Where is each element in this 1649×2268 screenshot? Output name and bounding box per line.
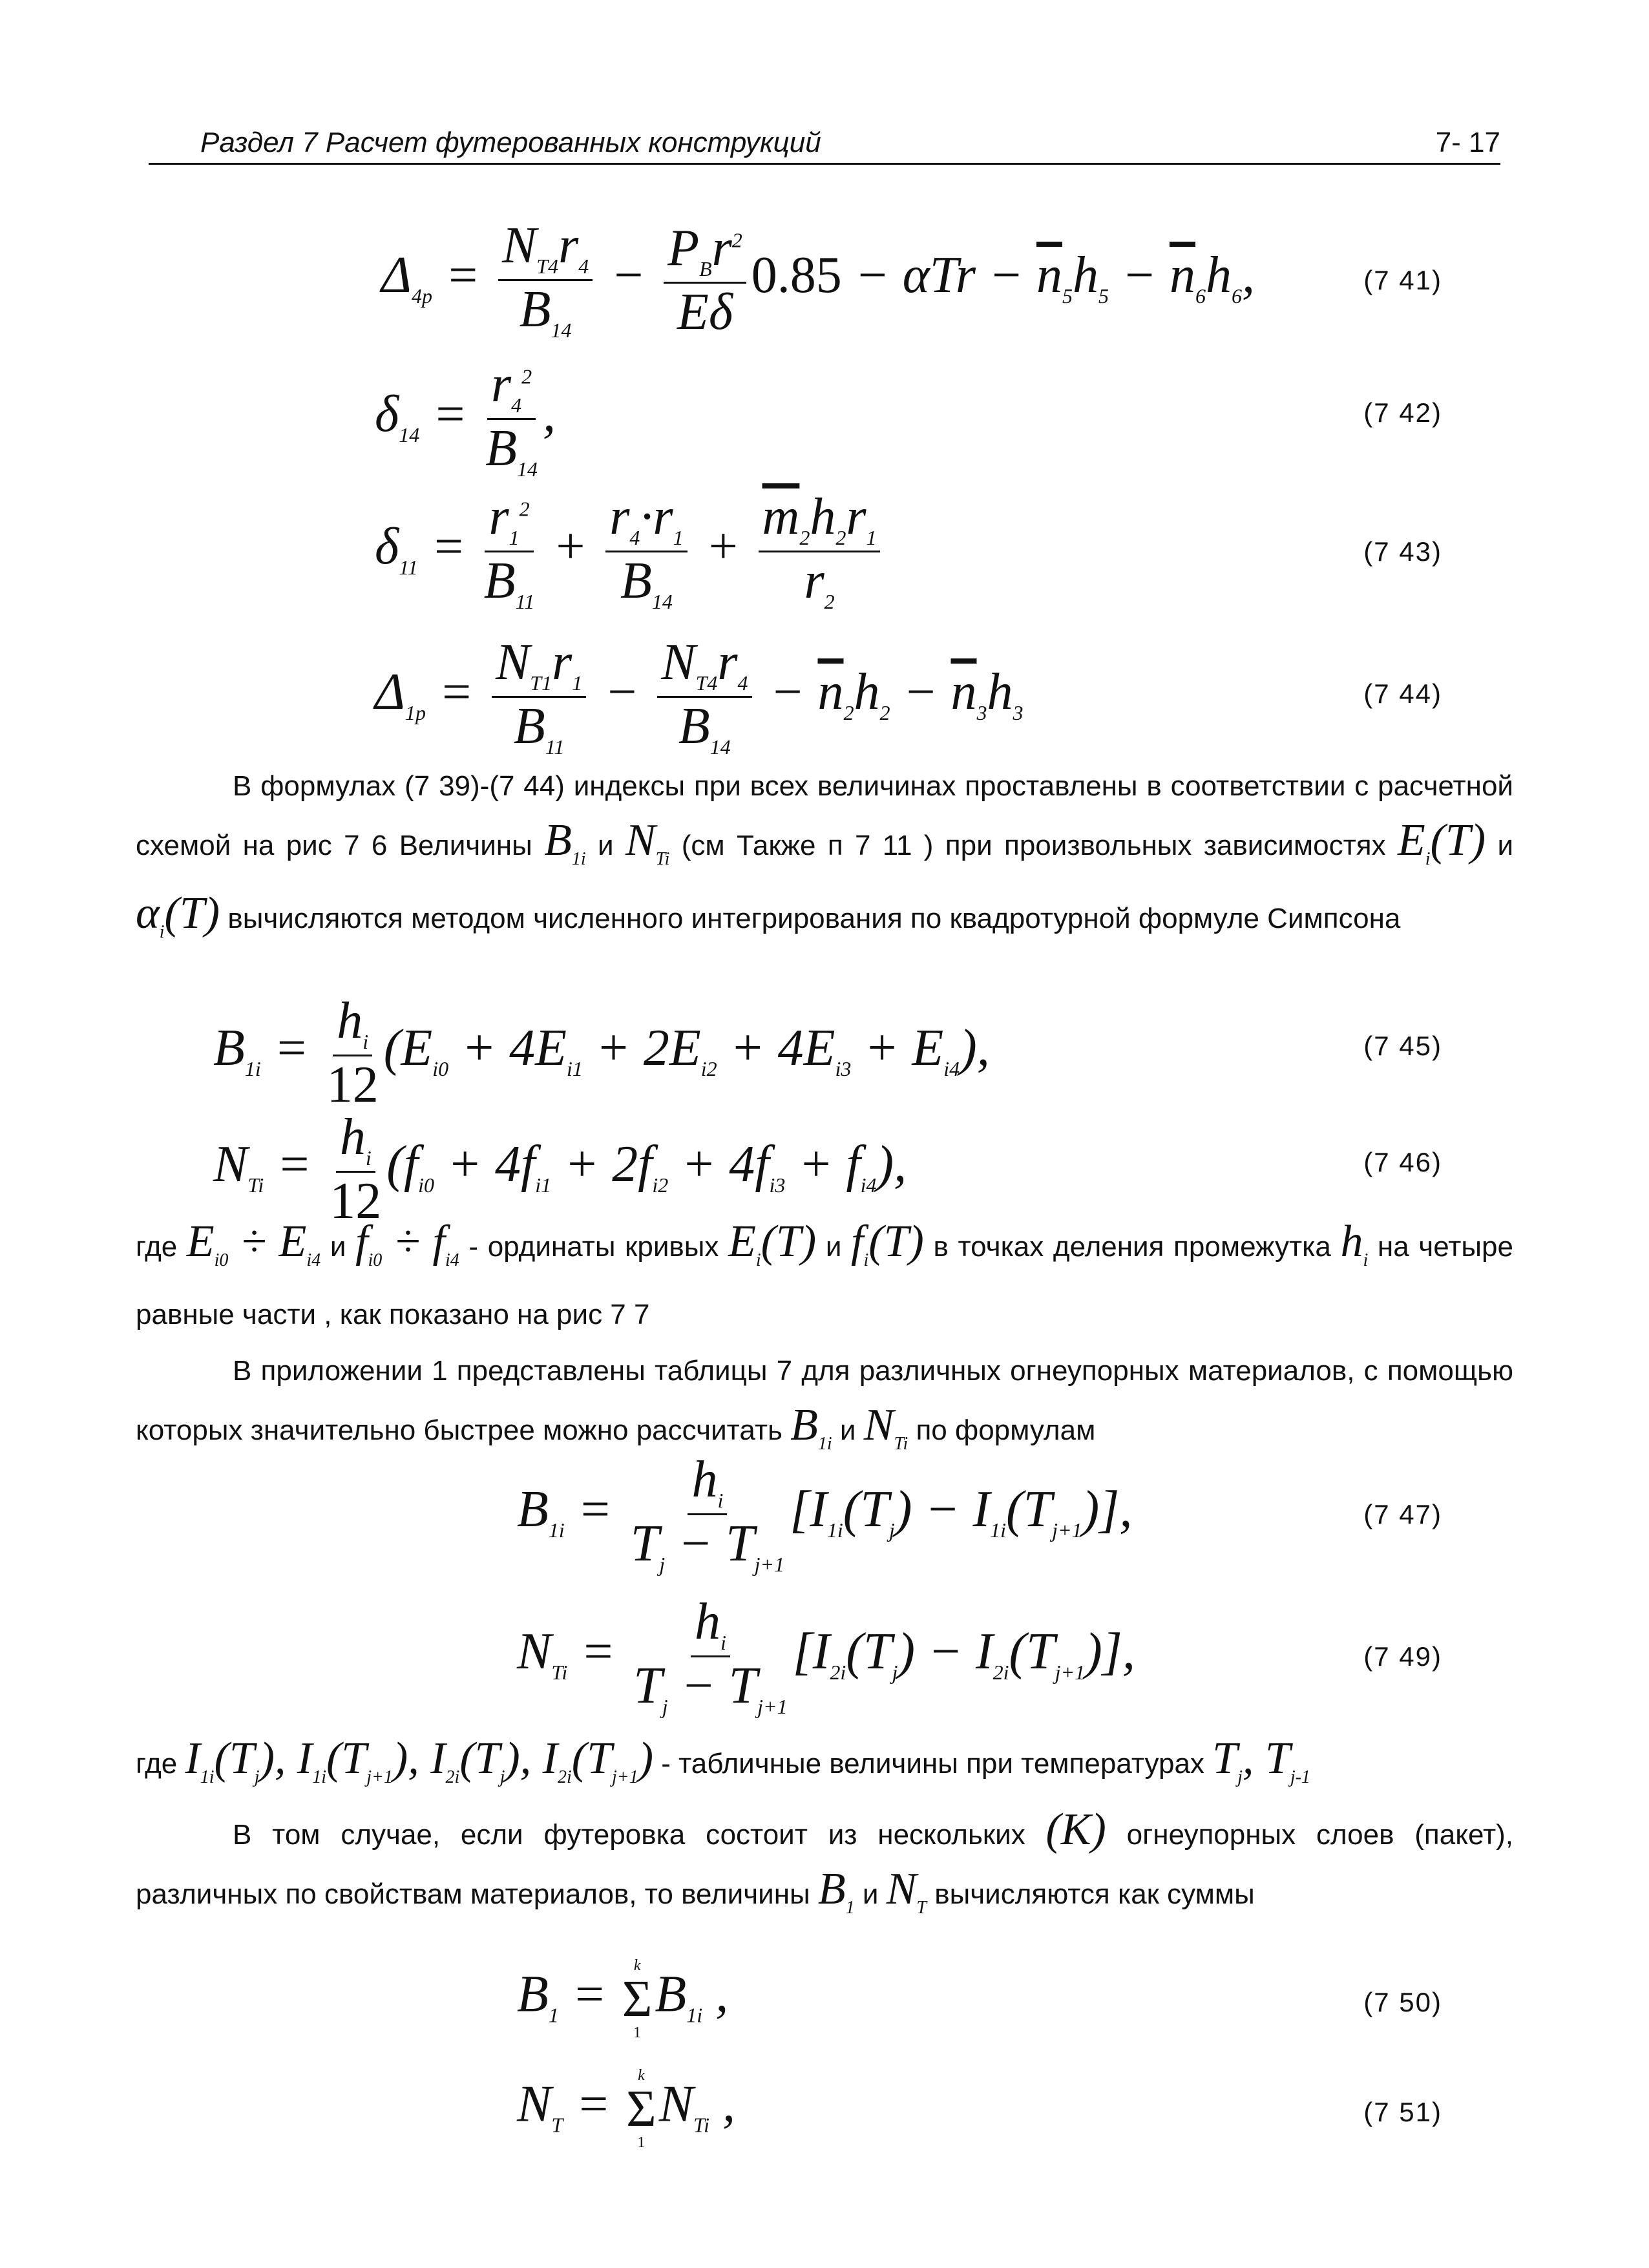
math-inline: $T_j$, $T_{j-1}$ xyxy=(1212,1734,1310,1787)
text: и xyxy=(825,1231,842,1263)
text: и xyxy=(862,1878,879,1910)
text: и xyxy=(597,830,614,861)
math-inline: $E_i(T)$ xyxy=(1397,815,1486,869)
paragraph-2 xyxy=(136,1215,1513,1342)
equation-number: (7 45) xyxy=(1363,1031,1442,1061)
equation-7-42 xyxy=(0,352,1649,481)
equation-number: (7 44) xyxy=(1363,678,1442,709)
text: огнеупорных слоев (пакет), различных по свойствам материалов, то величины xyxy=(136,1819,1513,1910)
equation-7-50 xyxy=(0,1945,1649,2048)
equation-7-41 xyxy=(0,207,1649,342)
text: где xyxy=(136,1231,178,1263)
text: В том случае, если футеровка состоит из нескольких xyxy=(233,1819,1025,1851)
math-inline: $f_i(T)$ xyxy=(851,1217,924,1270)
text: где xyxy=(136,1748,178,1780)
equation-7-46 xyxy=(0,1105,1649,1230)
text: вычисляются как суммы xyxy=(934,1878,1255,1910)
equation-7-49 xyxy=(0,1590,1649,1725)
equation-7-43 xyxy=(0,481,1649,611)
math-inline: $f_{i0} \div f_{i4}$ xyxy=(355,1217,459,1270)
math-inline: $E_{i0} \div E_{i4}$ xyxy=(186,1217,321,1270)
formula: $N_T$ = k Σ 1 $N_{Ti}$ , xyxy=(517,2067,735,2151)
text: В формулах (7 39)-(7 44) индексы при всех величинах проставлены в соответствии с расчетной схемой на рис 7 6 Величины xyxy=(136,770,1513,861)
formula: $N_{Ti}$ = $\frac{h_i}{12}$ $(f_{i0} + 4f_{i1} + 2f_{i2} + 4f_{i3} + f_{i4})$, xyxy=(213,1109,907,1230)
math-inline: $N_{Ti}$ xyxy=(863,1400,909,1454)
math-inline: $N_T$ xyxy=(886,1864,927,1918)
page-header xyxy=(149,116,1500,165)
math-inline: $E_i(T)$ xyxy=(728,1217,817,1270)
formula: $B_1$ = k Σ 1 $B_{1i}$ , xyxy=(517,1957,729,2041)
math-inline: $I_{1i}(T_j)$, $I_{1i}(T_{j+1})$, $I_{2i}(T_j)$, $I_{2i}(T_{j+1})$ xyxy=(185,1734,654,1787)
text: на четыре равные части , как показано на рис 7 7 xyxy=(136,1231,1513,1330)
text: В приложении 1 представлены таблицы 7 для различных огнеупорных материалов, с помощью которых значительно быстрее можно рассчитать xyxy=(136,1355,1513,1446)
text: и xyxy=(839,1414,856,1446)
formula: $\delta_{14}$ = $\frac{r_4^2}{B_{14}}$ , xyxy=(375,356,556,481)
equation-number: (7 47) xyxy=(1363,1499,1442,1529)
equation-number: (7 46) xyxy=(1363,1147,1442,1177)
text: - ординаты кривых xyxy=(468,1231,719,1263)
formula: $N_{Ti}$ = $\frac{h_i}{T_j - T_{j+1}}$ $[I_{2i}(T_j) - I_{2i}(T_{j+1})]$, xyxy=(517,1593,1135,1718)
paragraph-1 xyxy=(136,759,1513,960)
equation-number: (7 50) xyxy=(1363,1987,1442,2017)
text: вычисляются методом численного интегрирования по квадротурной формуле Симпсона xyxy=(227,903,1401,934)
page-number: 7- 17 xyxy=(1435,127,1500,158)
formula: $\Delta_{1p}$ = $\frac{N_{T1}r_1}{B_{11}}$ − $\frac{N_{T4}r_4}{B_{14}}$ − $\overline{n}_2h_2 - \overline{n}_3h_3$ xyxy=(375,634,1024,759)
math-inline: $h_i$ xyxy=(1340,1217,1369,1270)
section-title: Раздел 7 Расчет футерованных конструкций xyxy=(200,127,821,158)
math-inline: $\alpha_i(T)$ xyxy=(136,888,220,942)
formula: $\Delta_{4p}$ = $\frac{N_{T4}r_4}{B_{14}}$ − $\frac{P_Br^2}{E\delta}$ $0.85 - \alpha Tr - \overline{n}_5h_5 - \overline{n}_6h_6$, xyxy=(381,217,1255,342)
paragraph-5 xyxy=(136,1803,1513,1935)
text: и xyxy=(330,1231,346,1263)
equation-number: (7 43) xyxy=(1363,536,1442,567)
paragraph-4 xyxy=(136,1732,1513,1805)
text: и xyxy=(1497,830,1514,861)
formula: $B_{1i}$ = $\frac{h_i}{T_j - T_{j+1}}$ $[I_{1i}(T_j) - I_{1i}(T_{j+1})]$, xyxy=(517,1451,1133,1576)
formula: $B_{1i}$ = $\frac{h_i}{12}$ $(E_{i0} + 4E_{i1} + 2E_{i2} + 4E_{i3} + E_{i4})$, xyxy=(213,992,990,1113)
math-inline: $B_{1i}$ xyxy=(790,1400,832,1454)
text: (см Также п 7 11 ) при произвольных зависимостях xyxy=(681,830,1386,861)
math-inline: $B_{1i}$ xyxy=(544,815,586,869)
equation-7-44 xyxy=(0,630,1649,759)
equation-7-45 xyxy=(0,989,1649,1113)
equation-number: (7 41) xyxy=(1363,265,1442,295)
math-inline: $N_{Ti}$ xyxy=(625,815,670,869)
text: - табличные величины при температурах xyxy=(661,1748,1204,1780)
equation-7-51 xyxy=(0,2055,1649,2158)
math-inline: (K) xyxy=(1045,1805,1106,1854)
text: по формулам xyxy=(916,1414,1096,1446)
equation-7-47 xyxy=(0,1447,1649,1583)
equation-number: (7 49) xyxy=(1363,1641,1442,1672)
equation-number: (7 42) xyxy=(1363,397,1442,428)
equation-number: (7 51) xyxy=(1363,2097,1442,2127)
formula: $\delta_{11}$ = $\frac{r_1^2}{B_{11}}$ + $\frac{r_4\cdot r_1}{B_{14}}$ + $\frac{\overline{m}_2h_2r_1}{r_2}$ xyxy=(375,491,885,612)
math-inline: $B_1$ xyxy=(817,1864,855,1918)
text: в точках деления промежутка xyxy=(933,1231,1331,1263)
